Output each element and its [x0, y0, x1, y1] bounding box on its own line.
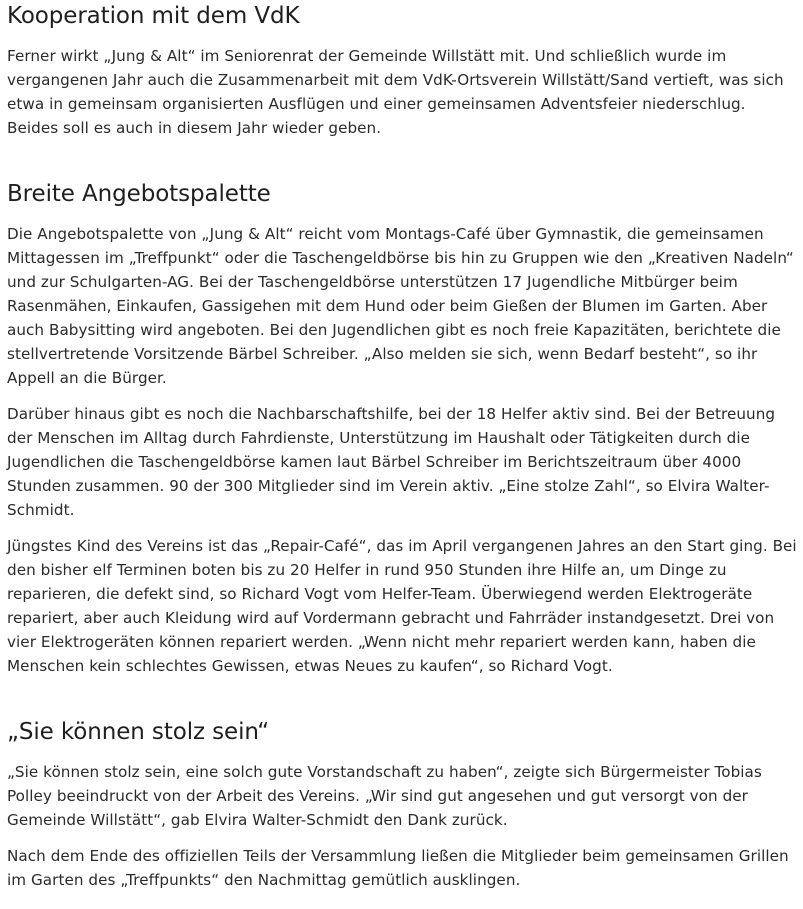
paragraph-kooperation: Ferner wirkt „Jung & Alt“ im Seniorenrat der Gemeinde Willstätt mit. Und schließlich wurde im vergangenen Jahr auch die Zusammenarbeit mit dem VdK-Ortsverein Willstätt/Sand vertieft, was sich etwa in gemeinsam organisierten Ausflügen und einer gemeinsamen Adventsfeier niederschlug. Beides soll es auch in diesem Jahr wieder geben. — [7, 47, 784, 137]
paragraph-ausklang: Nach dem Ende des offiziellen Teils der Versammlung ließen die Mitglieder beim gemeinsamen Grillen im Garten des „Treffpunkts“ den Nachmittag gemütlich ausklingen. — [7, 847, 789, 889]
paragraph-angebotspalette: Die Angebotspalette von „Jung & Alt“ reicht vom Montags-Café über Gymnastik, die gemeinsamen Mittagessen im „Treffpunkt“ oder die Taschengeldbörse bis hin zu Gruppen wie den „Kreativen Nadeln“ und zur Schulgarten-AG. Bei der Taschengeldbörse unterstützen 17 Jugendliche Mitbürger beim Rasenmähen, Einkaufen, Gassigehen mit dem Hund oder beim Gießen der Blumen im Garten. Aber auch Babysitting wird angeboten. Bei den Jugendlichen gibt es noch freie Kapazitäten, berichtete die stellvertretende Vorsitzende Bärbel Schreiber. „Also melden sie sich, wenn Bedarf besteht“, so ihr Appell an die Bürger. — [7, 225, 794, 387]
paragraph-repair-cafe: Jüngstes Kind des Vereins ist das „Repair-Café“, das im April vergangenen Jahres an den Start ging. Bei den bisher elf Terminen boten bis zu 20 Helfer in rund 950 Stunden ihre Hilfe an, um Dinge zu reparieren, die defekt sind, so Richard Vogt vom Helfer-Team. Überwiegend werden Elektrogeräte repariert, aber auch Kleidung wird auf Vordermann gebracht und Fahrräder instandgesetzt. Drei von vier Elektrogeräten können repariert werden. „Wenn nicht mehr repariert werden kann, haben die Menschen kein schlechtes Gewissen, etwas Neues zu kaufen“, so Richard Vogt. — [7, 537, 797, 675]
paragraph-buergermeister: „Sie können stolz sein, eine solch gute Vorstandschaft zu haben“, zeigte sich Bürgermeister Tobias Polley beeindruckt von der Arbeit des Vereins. „Wir sind gut angesehen und gut versorgt von der Gemeinde Willstätt“, gab Elvira Walter-Schmidt den Dank zurück. — [7, 763, 762, 829]
section-heading-stolz: „Sie können stolz sein“ — [7, 719, 270, 745]
section-heading-kooperation: Kooperation mit dem VdK — [7, 3, 300, 29]
paragraph-nachbarschaftshilfe: Darüber hinaus gibt es noch die Nachbarschaftshilfe, bei der 18 Helfer aktiv sind. Bei der Betreuung der Menschen im Alltag durch Fahrdienste, Unterstützung im Haushalt oder Tätigkeiten durch die Jugendlichen die Taschengeldbörse kamen laut Bärbel Schreiber im Berichtszeitraum über 4000 Stunden zusammen. 90 der 300 Mitglieder sind im Verein aktiv. „Eine stolze Zahl“, so Elvira Walter-Schmidt. — [7, 405, 776, 519]
section-heading-angebotspalette: Breite Angebotspalette — [7, 181, 271, 207]
